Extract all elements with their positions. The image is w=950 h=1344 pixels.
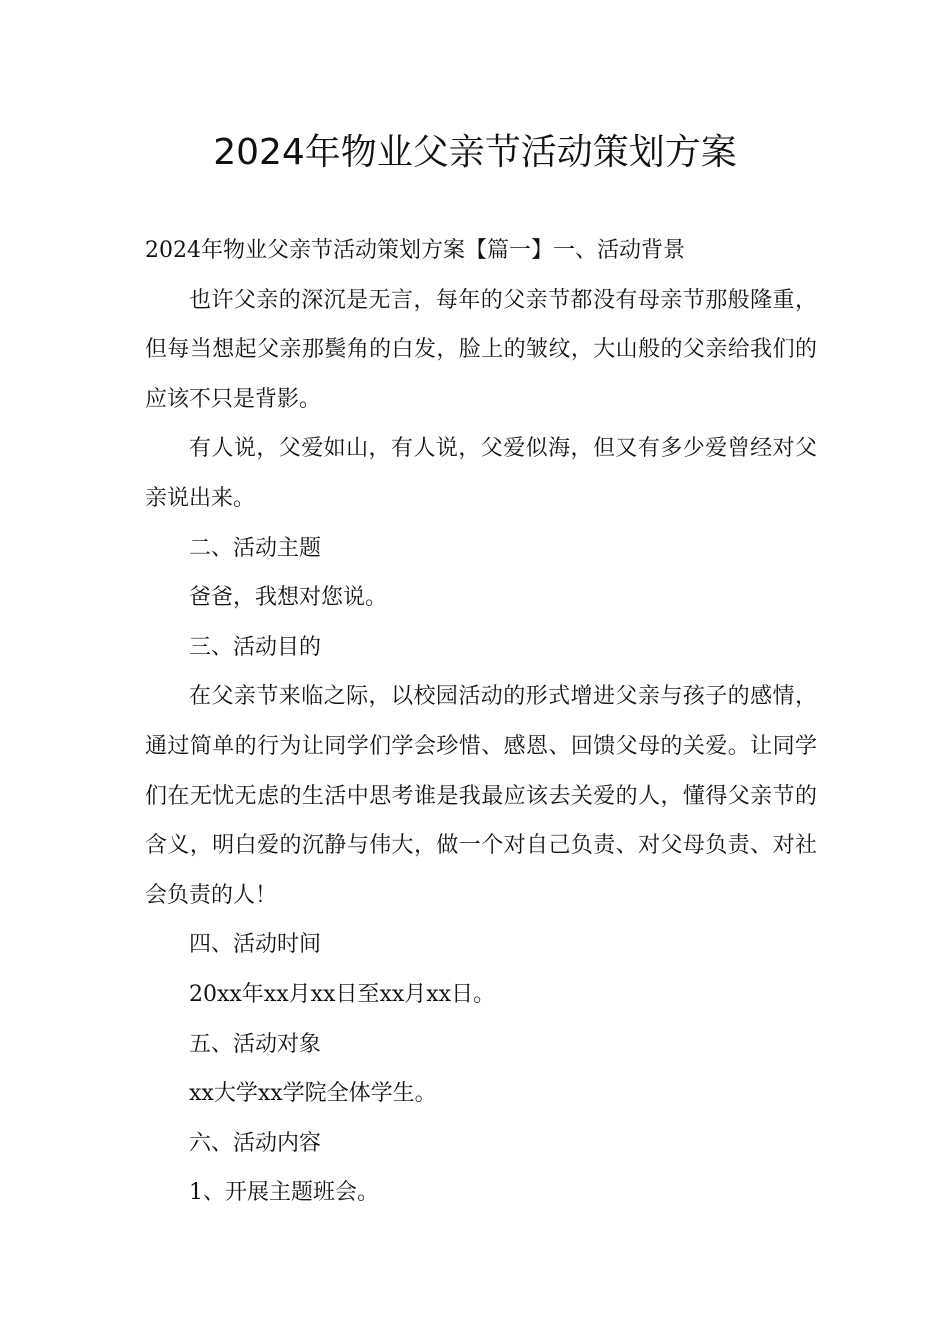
paragraph-time: 20xx年xx月xx日至xx月xx日。: [189, 981, 496, 1007]
document-body: [145, 226, 817, 1218]
paragraph-theme: 爸爸，我想对您说。: [189, 585, 388, 611]
paragraph-intro: 2024年物业父亲节活动策划方案【篇一】一、活动背景: [145, 238, 685, 263]
paragraph-audience: xx大学xx学院全体学生。: [189, 1081, 437, 1107]
section-heading-purpose: 三、活动目的: [189, 634, 322, 660]
section-heading-time: 四、活动时间: [189, 932, 322, 958]
paragraph-purpose: 在父亲节来临之际，以校园活动的形式增进父亲与孩子的感情，通过简单的行为让同学们学会珍惜、感恩、回馈父母的关爱。让同学们在无忧无虑的生活中思考谁是我最应该去关爱的人，懂得父亲节的含义，明白爱的沉静与伟大，做一个对自己负责、对父母负责、对社会负责的人！: [145, 684, 817, 908]
section-heading-theme: 二、活动主题: [189, 535, 322, 561]
paragraph-background: 也许父亲的深沉是无言，每年的父亲节都没有母亲节那般隆重，但每当想起父亲那鬓角的白发，脸上的皱纹，大山般的父亲给我们的应该不只是背影。: [145, 287, 817, 412]
section-heading-audience: 五、活动对象: [189, 1031, 322, 1057]
document-title: 2024年物业父亲节活动策划方案: [213, 132, 737, 173]
paragraph-content-item-1: 1、开展主题班会。: [189, 1180, 379, 1206]
section-heading-content: 六、活动内容: [189, 1130, 322, 1156]
paragraph-father-love: 有人说，父爱如山，有人说，父爱似海，但又有多少爱曾经对父亲说出来。: [145, 436, 817, 511]
